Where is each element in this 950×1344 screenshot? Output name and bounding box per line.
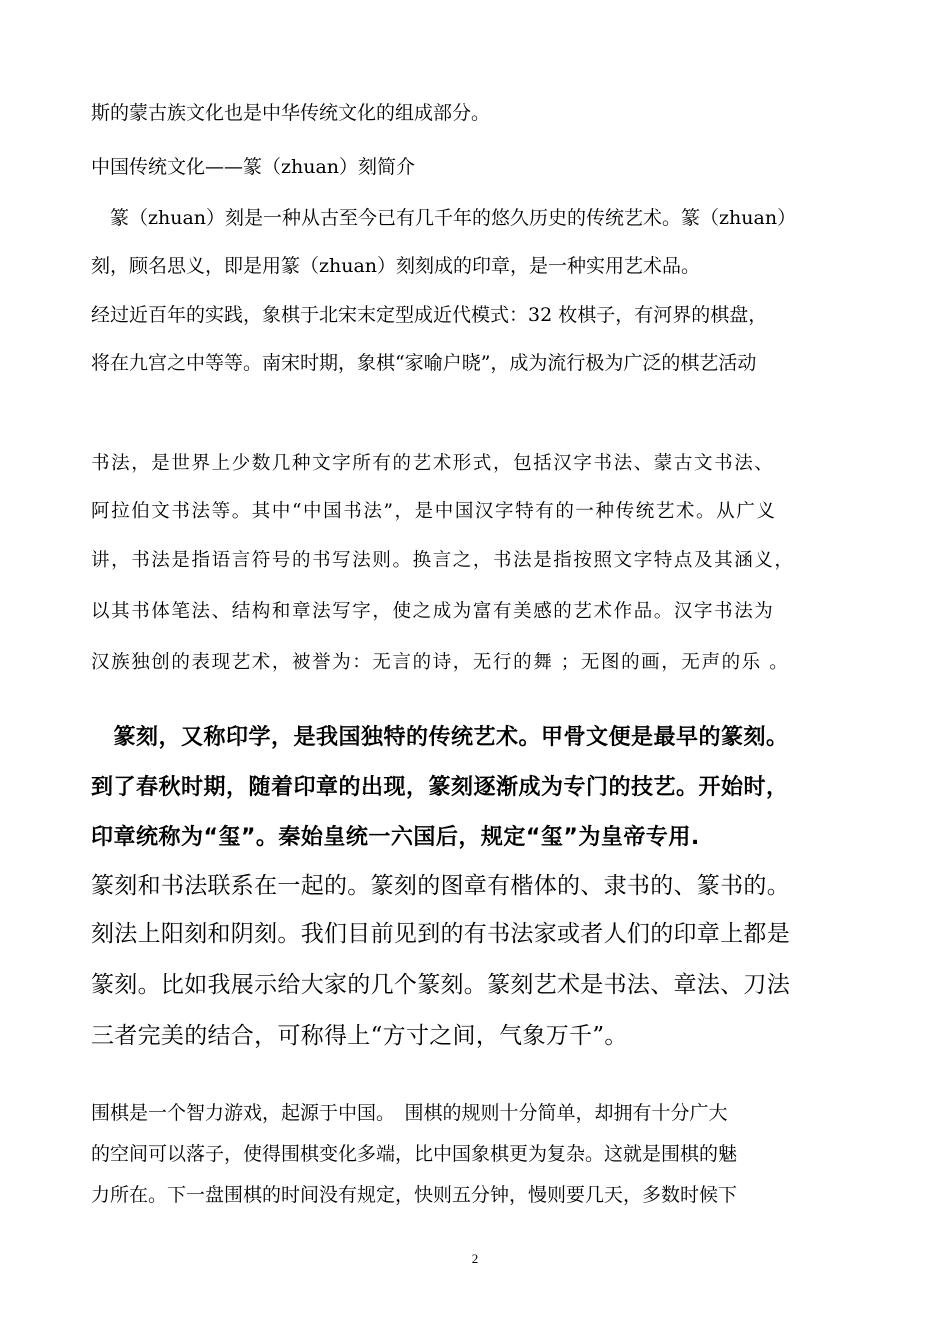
zhuanke-large-line: 刻法上阳刻和阴刻。我们目前见到的有书法家或者人们的印章上都是 [91, 921, 790, 947]
zhuanke-intro-line: 刻，顾名思义，即是用篆（zhuan）刻刻成的印章，是一种实用艺术品。 [91, 255, 701, 277]
zhuanke-large-line: 三者完美的结合，可称得上“方寸之间，气象万千”。 [91, 1023, 628, 1049]
weiqi-line: 力所在。下一盘围棋的时间没有规定，快则五分钟，慢则要几天，多数时候下 [91, 1184, 738, 1206]
weiqi-line: 围棋是一个智力游戏，起源于中国。 围棋的规则十分简单，却拥有十分广大 [91, 1102, 728, 1124]
shufa-line: 阿拉伯文书法等。其中“中国书法”，是中国汉字特有的一种传统艺术。从广义 [91, 501, 777, 522]
zhuanke-large-line: 篆刻和书法联系在一起的。篆刻的图章有楷体的、隶书的、篆书的。 [91, 873, 790, 899]
intro-line: 斯的蒙古族文化也是中华传统文化的组成部分。 [91, 102, 491, 124]
zhuanke-large-line: 篆刻。比如我展示给大家的几个篆刻。篆刻艺术是书法、章法、刀法 [91, 972, 790, 998]
zhuanke-intro-line: 篆（zhuan）刻是一种从古至今已有几千年的悠久历史的传统艺术。篆（zhuan） [91, 207, 797, 229]
section-heading: 中国传统文化——篆（zhuan）刻简介 [91, 156, 416, 178]
shufa-line: 讲，书法是指语言符号的书写法则。换言之，书法是指按照文字特点及其涵义， [91, 550, 795, 571]
zhuanke-bold-line: 印章统称为“玺”。秦始皇统一六国后，规定“玺”为皇帝专用. [91, 825, 700, 850]
shufa-line: 书法，是世界上少数几种文字所有的艺术形式，包括汉字书法、蒙古文书法、 [91, 453, 775, 474]
weiqi-line: 的空间可以落子，使得围棋变化多端，比中国象棋更为复杂。这就是围棋的魅 [91, 1143, 738, 1165]
page-number: 2 [471, 1251, 479, 1266]
shufa-line: 汉族独创的表现艺术，被誉为：无言的诗，无行的舞 ；无图的画，无声的乐 。 [91, 652, 790, 673]
zhuanke-bold-line: 到了春秋时期，随着印章的出现，篆刻逐渐成为专门的技艺。开始时， [91, 775, 789, 800]
shufa-line: 以其书体笔法、结构和章法写字，使之成为富有美感的艺术作品。汉字书法为 [91, 601, 775, 622]
zhuanke-bold-line: 篆刻，又称印学，是我国独特的传统艺术。甲骨文便是最早的篆刻。 [91, 725, 789, 750]
xiangqi-line: 将在九宫之中等等。南宋时期，象棋“家喻户晓”，成为流行极为广泛的棋艺活动 [91, 352, 757, 374]
xiangqi-line: 经过近百年的实践，象棋于北宋末定型成近代模式：32 枚棋子，有河界的棋盘， [91, 304, 768, 326]
